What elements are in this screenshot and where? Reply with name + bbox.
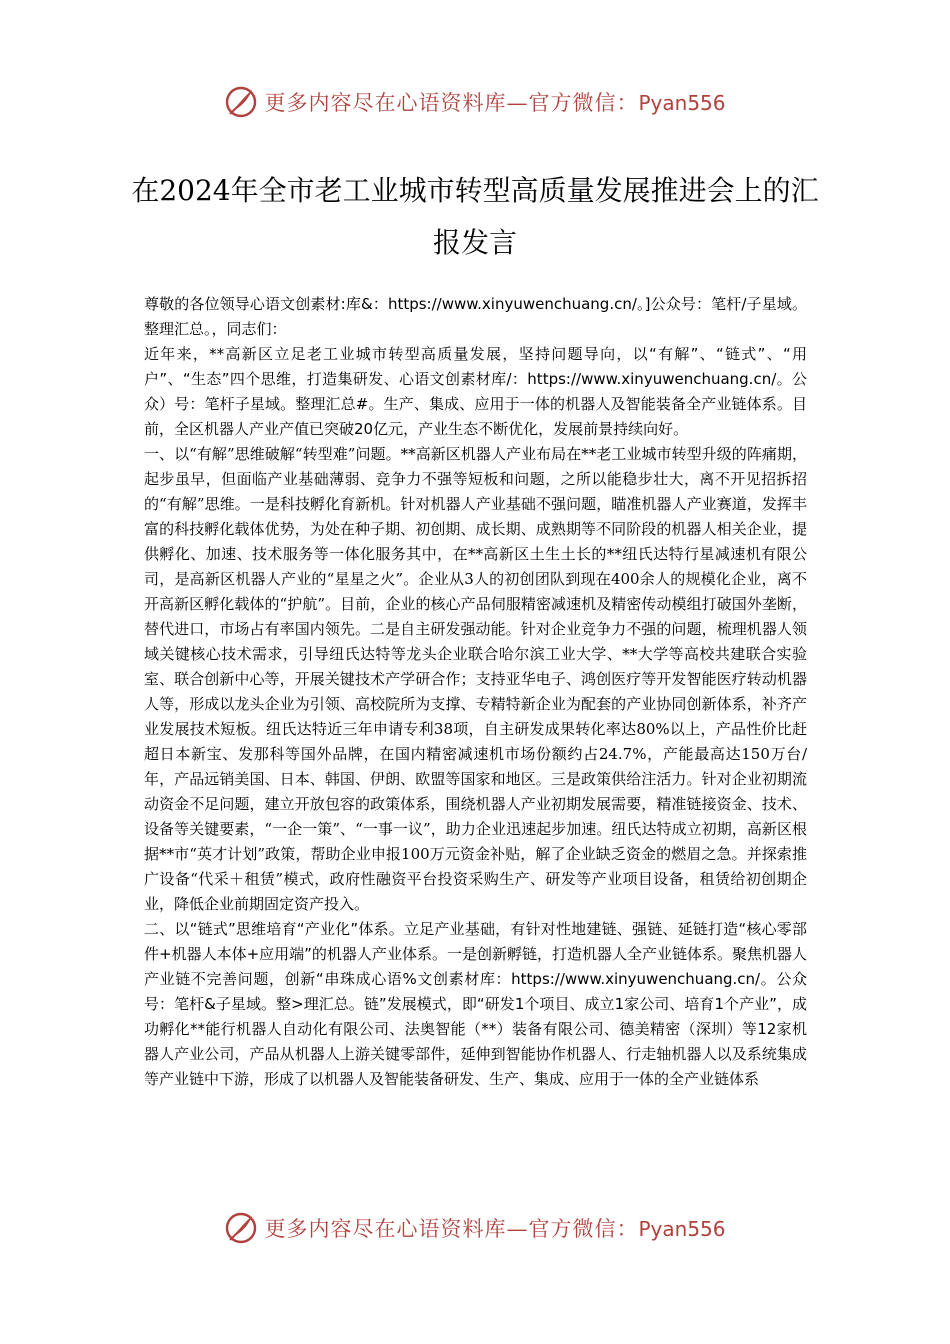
paragraph-salutation: 尊敬的各位领导心语文创素材:库&：https://www.xinyuwenchuang.cn/。]公众号：笔杆/子星域。整理汇总。，同志们： xyxy=(144,295,807,338)
document-body xyxy=(144,292,807,1092)
watermark-banner-bottom xyxy=(0,1206,950,1250)
paragraph-section-two: 二、以“链式”思维培育“产业化”体系。立足产业基础，有针对性地建链、强链、延链打造“核心零部件+机器人本体+应用端”的机器人产业体系。一是创新孵链，打造机器人全产业链体系。聚焦机器人产业链不完善问题，创新“串珠成心语%文创素材库：https://www.xinyuwenchuang.cn/。公众号：笔杆&子星域。整>理汇总。链”发展模式，即“研发1个项目、成立1家公司、培育1个产业”，成功孵化**能行机器人自动化有限公司、法奥智能（**）装备有限公司、德美精密（深圳）等12家机器人产业公司，产品从机器人上游关键零部件，延伸到智能协作机器人、行走轴机器人以及系统集成等产业链中下游，形成了以机器人及智能装备研发、生产、集成、应用于一体的全产业链体系 xyxy=(144,920,807,1088)
quill-logo-icon xyxy=(224,1211,258,1245)
watermark-text: 更多内容尽在心语资料库—官方微信：Pyan556 xyxy=(264,1217,726,1241)
paragraph-section-one: 一、以“有解”思维破解“转型难”问题。**高新区机器人产业布局在**老工业城市转型升级的阵痛期，起步虽早，但面临产业基础薄弱、竞争力不强等短板和问题，之所以能稳步壮大，离不开见招拆招的“有解”思维。一是科技孵化育新机。针对机器人产业基础不强问题，瞄准机器人产业赛道，发挥丰富的科技孵化载体优势，为处在种子期、初创期、成长期、成熟期等不同阶段的机器人相关企业，提供孵化、加速、技术服务等一体化服务其中，在**高新区土生土长的**纽氏达特行星减速机有限公司，是高新区机器人产业的“星星之火”。企业从3人的初创团队到现在400余人的规模化企业，离不开高新区孵化载体的“护航”。目前，企业的核心产品伺服精密减速机及精密传动模组打破国外垄断，替代进口，市场占有率国内领先。二是自主研发强动能。针对企业竞争力不强的问题，梳理机器人领域关键核心技术需求，引导纽氏达特等龙头企业联合哈尔滨工业大学、**大学等高校共建联合实验室、联合创新中心等，开展关键技术产学研合作；支持亚华电子、鸿创医疗等开发智能医疗转动机器人等，形成以龙头企业为引领、高校院所为支撑、专精特新企业为配套的产业协同创新体系，补齐产业发展技术短板。纽氏达特近三年申请专利38项，自主研发成果转化率达80%以上，产品性价比赶超日本新宝、发那科等国外品牌，在国内精密减速机市场份额约占24.7%，产能最高达150万台/年，产品远销美国、日本、韩国、伊朗、欧盟等国家和地区。三是政策供给注活力。针对企业初期流动资金不足问题，建立开放包容的政策体系，围绕机器人产业初期发展需要，精准链接资金、技术、设备等关键要素，“一企一策”、“一事一议”，助力企业迅速起步加速。纽氏达特成立初期，高新区根据**市“英才计划”政策，帮助企业申报100万元资金补贴，解了企业缺乏资金的燃眉之急。并探索推广设备“代采＋租赁”模式，政府性融资平台投资采购生产、研发等产业项目设备，租赁给初创期企业，降低企业前期固定资产投入。 xyxy=(144,445,807,913)
quill-logo-icon xyxy=(224,85,258,119)
watermark-banner-top xyxy=(0,80,950,124)
document-title: 在2024年全市老工业城市转型高质量发展推进会上的汇报发言 xyxy=(131,173,819,259)
paragraph-intro: 近年来，**高新区立足老工业城市转型高质量发展，坚持问题导向，以“有解”、“链式”、“用户”、“生态”四个思维，打造集研发、心语文创素材库/：https://www.xinyuwenchuang.cn/。公众）号：笔杆子星域。整理汇总#。生产、集成、应用于一体的机器人及智能装备全产业链体系。目前，全区机器人产业产值已突破20亿元，产业生态不断优化，发展前景持续向好。 xyxy=(144,345,807,438)
watermark-text: 更多内容尽在心语资料库—官方微信：Pyan556 xyxy=(264,91,726,115)
